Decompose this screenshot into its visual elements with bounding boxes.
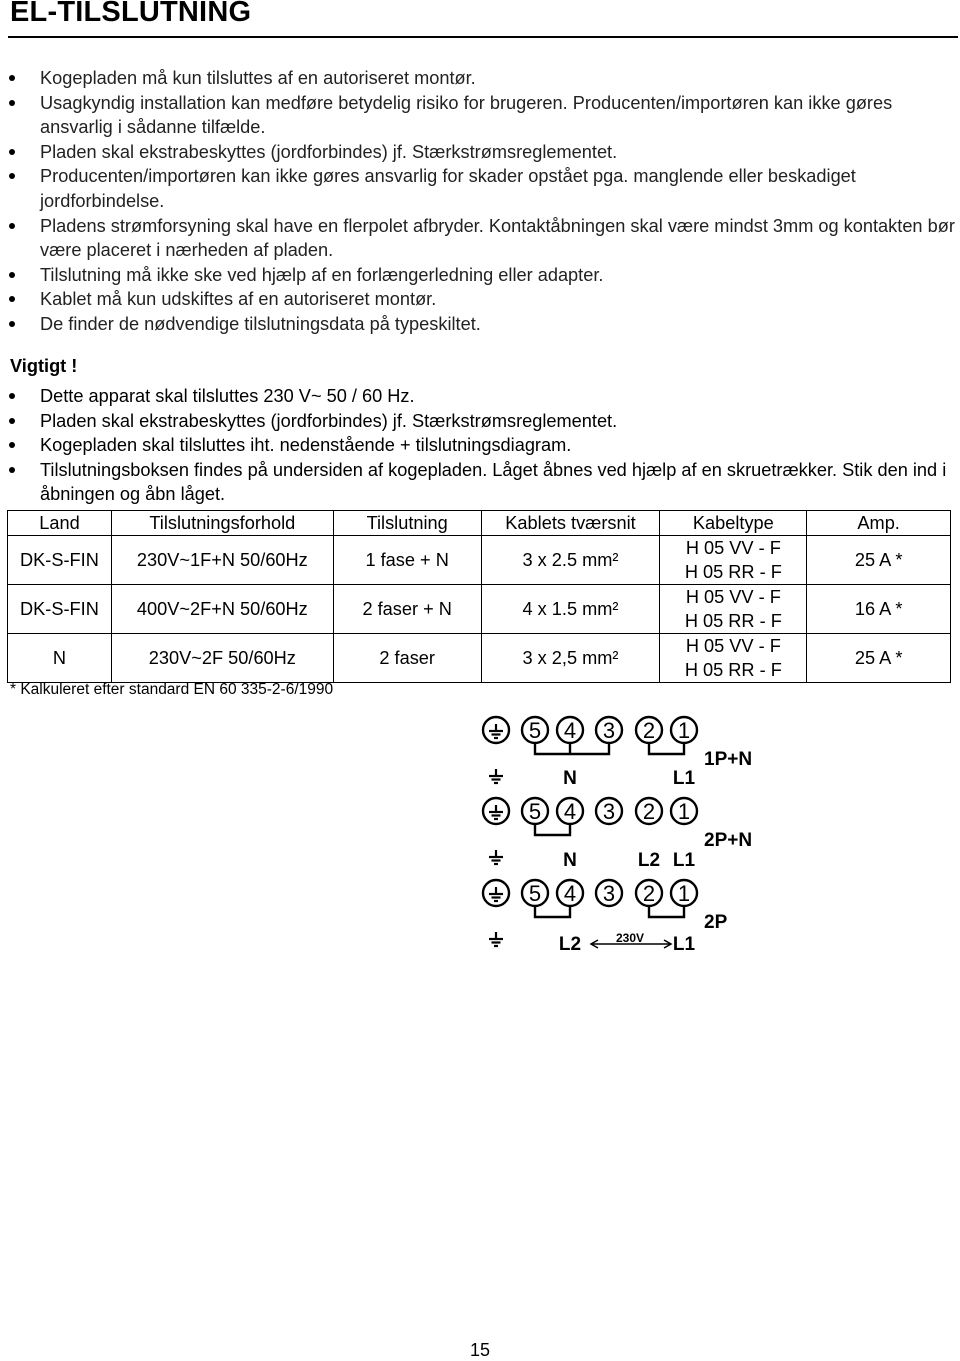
list-item: Pladens strømforsyning skal have en flerpolet afbryder. Kontaktåbningen skal være mindst 3mm og kontakten bør være placeret i nærheden af pladen.: [0, 214, 960, 263]
page-number: 15: [469, 1340, 491, 1360]
column-header-tilslutningsforhold: Tilslutningsforhold: [111, 511, 333, 536]
cell-tilslutning: 1 fase + N: [333, 536, 481, 585]
cell-forhold: 230V~2F 50/60Hz: [111, 634, 333, 683]
wire-label-l1: L1: [672, 768, 696, 789]
terminal-2: 2: [642, 799, 656, 824]
bullet-icon: [9, 100, 15, 106]
table-row: [8, 585, 951, 634]
block-label-2p: 2P: [704, 912, 728, 933]
column-header-amp: Amp.: [807, 511, 951, 536]
column-header-tvaersnit: Kablets tværsnit: [481, 511, 660, 536]
table-header-row: [8, 511, 951, 536]
cell-tvaersnit: 3 x 2.5 mm²: [481, 536, 660, 585]
earth-terminal-icon: [489, 887, 503, 901]
list-item: Dette apparat skal tilsluttes 230 V~ 50 / 60 Hz.: [0, 384, 960, 409]
column-header-kabeltype: Kabeltype: [660, 511, 807, 536]
cell-amp: 25 A *: [807, 536, 951, 585]
bullet-icon: [9, 173, 15, 179]
cell-tilslutning: 2 faser: [333, 634, 481, 683]
title-divider: [8, 36, 958, 38]
terminal-1: 1: [677, 881, 691, 906]
block-label-1p-n: 1P+N: [704, 749, 753, 770]
cell-amp: 16 A *: [807, 585, 951, 634]
wiring-block-2p-n: [483, 798, 752, 871]
wiring-diagram: [476, 712, 776, 962]
terminal-4: 4: [563, 718, 577, 743]
wire-label-l2: L2: [637, 850, 661, 871]
cell-kabeltype: [660, 634, 807, 683]
voltage-label: 230V: [615, 931, 645, 945]
bullet-icon: [9, 418, 15, 424]
cell-land: DK-S-FIN: [8, 536, 112, 585]
cable-type-1: H 05 VV - F: [685, 636, 781, 656]
cable-type-2: H 05 RR - F: [684, 611, 782, 631]
bullet-icon: [9, 272, 15, 278]
terminal-1: 1: [677, 799, 691, 824]
list-item: Tilslutningsboksen findes på undersiden af kogepladen. Låget åbnes ved hjælp af en skruetrækker. Stik den ind i åbningen og åbn låget.: [0, 458, 960, 507]
bullet-icon: [9, 296, 15, 302]
list-item: Pladen skal ekstrabeskyttes (jordforbindes) jf. Stærkstrømsreglementet.: [0, 409, 960, 434]
terminal-3: 3: [602, 881, 616, 906]
terminal-4: 4: [563, 799, 577, 824]
bullet-icon: [9, 321, 15, 327]
terminal-5: 5: [528, 881, 542, 906]
terminal-1: 1: [677, 718, 691, 743]
bullet-icon: [9, 75, 15, 81]
bullet-icon: [9, 393, 15, 399]
important-bullet-list: [0, 384, 960, 507]
list-item: Kogepladen må kun tilsluttes af en autoriseret montør.: [0, 66, 960, 91]
table-row: [8, 536, 951, 585]
terminal-5: 5: [528, 718, 542, 743]
cable-type-2: H 05 RR - F: [684, 562, 782, 582]
page-title: EL-TILSLUTNING: [10, 0, 252, 28]
terminal-5: 5: [528, 799, 542, 824]
important-heading: Vigtigt !: [10, 356, 78, 376]
list-item: Usagkyndig installation kan medføre betydelig risiko for brugeren. Producenten/importøren kan ikke gøres ansvarlig i sådanne tilfælde.: [0, 91, 960, 140]
bullet-icon: [9, 467, 15, 473]
cell-forhold: 400V~2F+N 50/60Hz: [111, 585, 333, 634]
terminal-2: 2: [642, 718, 656, 743]
terminal-3: 3: [602, 718, 616, 743]
column-header-land: Land: [8, 511, 112, 536]
wiring-block-1p-n: [483, 717, 752, 789]
block-label-2p-n: 2P+N: [704, 830, 753, 851]
bullet-icon: [9, 149, 15, 155]
list-item: Pladen skal ekstrabeskyttes (jordforbindes) jf. Stærkstrømsreglementet.: [0, 140, 960, 165]
wire-label-n: N: [563, 850, 577, 871]
cell-forhold: 230V~1F+N 50/60Hz: [111, 536, 333, 585]
bullet-icon: [9, 223, 15, 229]
earth-terminal-icon: [489, 724, 503, 738]
wire-label-n: N: [563, 768, 577, 789]
terminal-2: 2: [642, 881, 656, 906]
cell-land: N: [8, 634, 112, 683]
list-item: De finder de nødvendige tilslutningsdata på typeskiltet.: [0, 312, 960, 337]
bullet-icon: [9, 442, 15, 448]
earth-symbol-icon: [489, 769, 503, 783]
list-item: Kogepladen skal tilsluttes iht. nedenstående + tilslutningsdiagram.: [0, 433, 960, 458]
earth-symbol-icon: [489, 850, 503, 864]
table-row: [8, 634, 951, 683]
cable-type-1: H 05 VV - F: [685, 587, 781, 607]
safety-bullet-list: [0, 66, 960, 337]
cell-land: DK-S-FIN: [8, 585, 112, 634]
wire-label-l2: L2: [558, 934, 582, 955]
column-header-tilslutning: Tilslutning: [333, 511, 481, 536]
cell-kabeltype: [660, 585, 807, 634]
earth-terminal-icon: [489, 805, 503, 819]
wiring-block-2p: [483, 880, 728, 955]
earth-symbol-icon: [489, 932, 503, 946]
cell-tvaersnit: 4 x 1.5 mm²: [481, 585, 660, 634]
list-item: Tilslutning må ikke ske ved hjælp af en forlængerledning eller adapter.: [0, 263, 960, 288]
terminal-4: 4: [563, 881, 577, 906]
cable-type-1: H 05 VV - F: [685, 538, 781, 558]
wire-label-l1: L1: [672, 934, 696, 955]
terminal-3: 3: [602, 799, 616, 824]
list-item: Producenten/importøren kan ikke gøres ansvarlig for skader opstået pga. manglende eller beskadiget jordforbindelse.: [0, 164, 960, 213]
cell-tilslutning: 2 faser + N: [333, 585, 481, 634]
table-footnote: * Kalkuleret efter standard EN 60 335-2-6/1990: [10, 681, 334, 698]
cell-tvaersnit: 3 x 2,5 mm²: [481, 634, 660, 683]
connection-spec-table: [7, 510, 951, 683]
cell-kabeltype: [660, 536, 807, 585]
cell-amp: 25 A *: [807, 634, 951, 683]
list-item: Kablet må kun udskiftes af en autoriseret montør.: [0, 287, 960, 312]
wire-label-l1: L1: [672, 850, 696, 871]
cable-type-2: H 05 RR - F: [684, 660, 782, 680]
